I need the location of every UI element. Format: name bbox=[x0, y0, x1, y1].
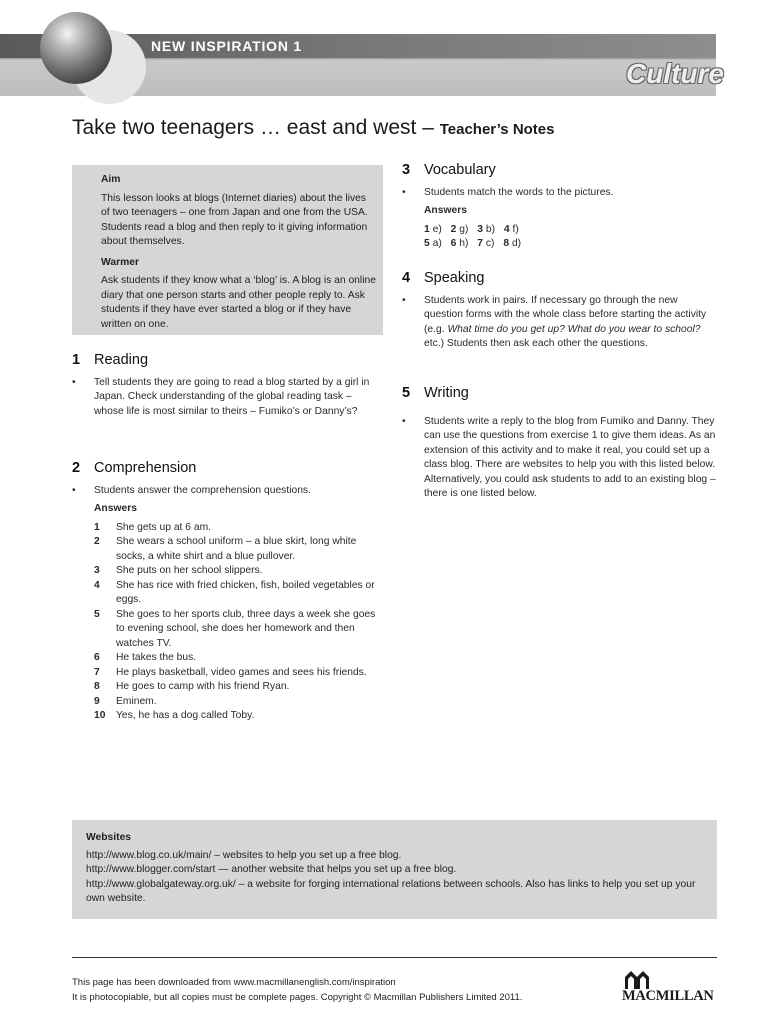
comprehension-title: Comprehension bbox=[94, 460, 197, 476]
list-item bbox=[72, 695, 382, 710]
vocabulary-bullet: • Students match the words to the pictures. bbox=[402, 186, 717, 201]
answer-text: She has rice with fried chicken, fish, boiled vegetables or eggs. bbox=[116, 579, 375, 605]
writing-bullet: • Students write a reply to the blog from Fumiko and Danny. They can use the questions from exercise 1 to give them ideas. As an extension of this activity and to make it real, you could set up a class blog. There are websites to help you with this listed below. Alternatively, you could ask students to add to an existing blog – there is one listed below. bbox=[402, 415, 717, 502]
answer-text: Eminem. bbox=[116, 695, 157, 707]
reading-heading bbox=[72, 353, 382, 368]
series-title: NEW INSPIRATION 1 bbox=[151, 38, 303, 54]
answer-number: 1 bbox=[94, 521, 100, 533]
answer-number: 6 bbox=[94, 652, 100, 663]
comprehension-answers-heading: Answers bbox=[94, 503, 137, 514]
section-label: Culture bbox=[626, 58, 724, 89]
vocab-answer: 6 h) bbox=[450, 238, 469, 249]
speaking-text-end: etc.) Students then ask each other the questions. bbox=[424, 338, 648, 349]
vocab-answer: 2 g) bbox=[450, 223, 469, 235]
website-link-globalgateway[interactable]: http://www.globalgateway.org.uk/ – a website for forging international relations between schools. Also has links to help you set up your own website. bbox=[86, 878, 696, 904]
answer-number: 2 bbox=[94, 536, 100, 547]
comprehension-answers-list bbox=[72, 521, 382, 724]
footer-line-copyright: It is photocopiable, but all copies must be complete pages. Copyright © Macmillan Publishers Limited 2011. bbox=[72, 991, 523, 1003]
footer-line-download: This page has been downloaded from www.macmillanenglish.com/inspiration bbox=[72, 977, 396, 988]
comprehension-section bbox=[72, 461, 382, 724]
answer-text: She puts on her school slippers. bbox=[116, 565, 263, 576]
page-title-text: Take two teenagers … east and west – bbox=[72, 116, 434, 139]
answer-number: 4 bbox=[94, 579, 100, 591]
reading-bullet: • Tell students they are going to read a blog started by a girl in Japan. Check understanding of the global reading task – whose life is most similar to theirs – Fumiko’s or Danny’s? bbox=[72, 376, 382, 420]
comprehension-bullet: • Students answer the comprehension questions. bbox=[72, 484, 382, 499]
comprehension-number: 2 bbox=[72, 460, 81, 476]
websites-content bbox=[86, 831, 706, 907]
speaking-title: Speaking bbox=[424, 270, 485, 286]
vocab-answer: 4 f) bbox=[503, 223, 519, 235]
aim-text: This lesson looks at blogs (Internet diaries) about the lives of two teenagers – one from Japan and one from the USA. Students read a blog and then reply to it giving information about themselves. bbox=[101, 192, 368, 247]
answer-text: She goes to her sports club, three days a week she goes to evening school, she does her homework and then watches TV. bbox=[116, 608, 376, 649]
speaking-heading bbox=[402, 271, 717, 286]
writing-title: Writing bbox=[424, 385, 469, 401]
list-item bbox=[72, 579, 382, 608]
websites-heading: Websites bbox=[86, 832, 132, 843]
vocab-answer: 3 b) bbox=[477, 223, 496, 235]
page-title bbox=[72, 116, 555, 140]
answer-number: 9 bbox=[94, 695, 100, 707]
answer-text: She wears a school uniform – a blue skirt, long white socks, a white shirt and a blue pullover. bbox=[116, 536, 357, 562]
aim-box-content bbox=[101, 173, 377, 338]
reading-number: 1 bbox=[72, 352, 81, 368]
page-subtitle: Teacher’s Notes bbox=[439, 121, 555, 138]
answer-text: He takes the bus. bbox=[116, 652, 197, 663]
websites-box bbox=[72, 820, 717, 919]
vocab-answer: 5 a) bbox=[424, 238, 442, 249]
answer-number: 5 bbox=[94, 608, 100, 620]
list-item bbox=[72, 709, 382, 724]
list-item bbox=[72, 564, 382, 579]
list-item bbox=[72, 535, 382, 564]
vocab-answer: 8 d) bbox=[503, 238, 522, 249]
answer-text: He plays basketball, video games and sees his friends. bbox=[116, 666, 367, 678]
aim-box bbox=[72, 165, 383, 335]
website-link-blog[interactable]: http://www.blog.co.uk/main/ – websites to help you set up a free blog. bbox=[86, 849, 402, 861]
comprehension-heading bbox=[72, 461, 382, 476]
speaking-bullet bbox=[402, 294, 717, 352]
reading-title: Reading bbox=[94, 352, 149, 368]
footer-text bbox=[72, 976, 522, 1005]
vocabulary-title: Vocabulary bbox=[424, 162, 496, 178]
answer-number: 3 bbox=[94, 565, 100, 576]
macmillan-logo bbox=[622, 968, 718, 1008]
macmillan-logo-icon bbox=[623, 968, 653, 990]
list-item bbox=[72, 651, 382, 666]
answer-number: 10 bbox=[94, 710, 106, 721]
writing-section bbox=[402, 386, 717, 506]
macmillan-logo-text: MACMILLAN bbox=[622, 988, 714, 1004]
aim-heading: Aim bbox=[101, 174, 121, 185]
answer-number: 7 bbox=[94, 666, 100, 678]
answer-text: He goes to camp with his friend Ryan. bbox=[116, 681, 290, 692]
writing-number: 5 bbox=[402, 385, 411, 401]
website-link-blogger[interactable]: http://www.blogger.com/start — another website that helps you set up a free blog. bbox=[86, 864, 457, 875]
reading-section bbox=[72, 353, 382, 423]
speaking-text: Students work in pairs. If necessary go through the new question forms with the whole class before starting the activity (e.g. bbox=[424, 294, 707, 335]
speaking-section bbox=[402, 271, 717, 356]
speaking-example-questions: What time do you get up? What do you wear to school? bbox=[447, 323, 701, 335]
list-item bbox=[72, 680, 382, 695]
vocabulary-number: 3 bbox=[402, 162, 411, 178]
answer-text: She gets up at 6 am. bbox=[116, 521, 212, 533]
vocab-answer: 1 e) bbox=[424, 223, 442, 235]
vocabulary-answers-row-2 bbox=[424, 237, 717, 252]
footer-divider bbox=[72, 957, 717, 958]
list-item bbox=[72, 521, 382, 536]
list-item bbox=[72, 666, 382, 681]
list-item bbox=[72, 608, 382, 652]
warmer-text: Ask students if they know what a ‘blog’ is. A blog is an online diary that one person starts and other people reply to. Ask students if they have ever started a blog or if they have written on one. bbox=[101, 275, 376, 330]
speaking-number: 4 bbox=[402, 270, 411, 286]
vocabulary-answers-heading: Answers bbox=[424, 205, 467, 216]
answer-number: 8 bbox=[94, 681, 100, 692]
vocab-answer: 7 c) bbox=[477, 238, 495, 249]
vocabulary-answers-row-1 bbox=[424, 223, 717, 238]
decorative-sphere-icon bbox=[40, 12, 112, 84]
warmer-heading: Warmer bbox=[101, 256, 139, 268]
answer-text: Yes, he has a dog called Toby. bbox=[116, 710, 255, 721]
vocabulary-section bbox=[402, 163, 717, 252]
writing-heading bbox=[402, 386, 717, 401]
vocabulary-heading bbox=[402, 163, 717, 178]
